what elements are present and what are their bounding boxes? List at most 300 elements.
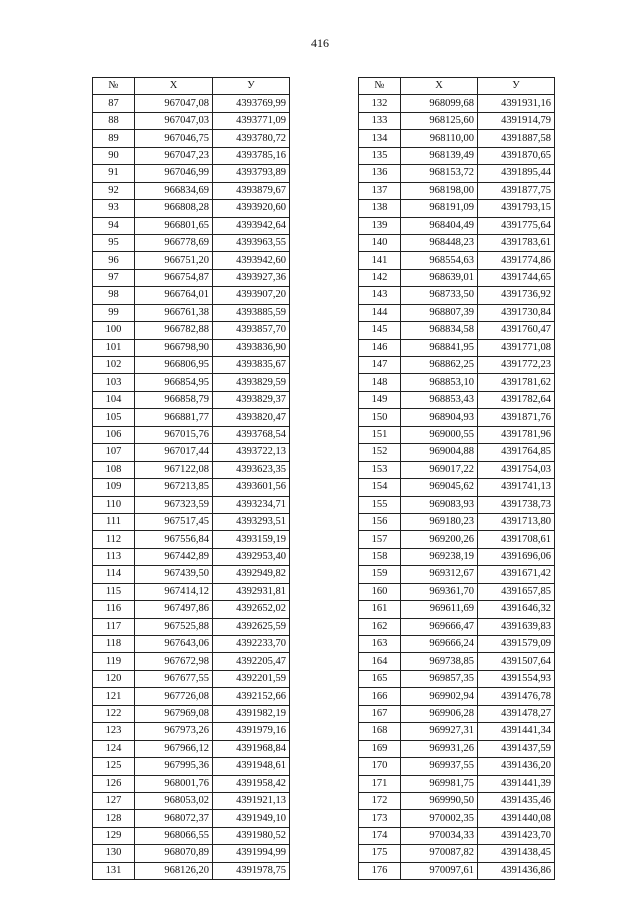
cell-y: 4391436,86 [478, 862, 555, 879]
cell-y: 4393793,89 [213, 165, 290, 182]
cell-number: 166 [359, 688, 401, 705]
cell-x: 967525,88 [135, 618, 213, 635]
cell-x: 968841,95 [401, 339, 478, 356]
cell-y: 4391744,65 [478, 269, 555, 286]
cell-y: 4391554,93 [478, 670, 555, 687]
cell-x: 968853,43 [401, 391, 478, 408]
cell-x: 967046,75 [135, 130, 213, 147]
cell-x: 966764,01 [135, 287, 213, 304]
cell-x: 967677,55 [135, 670, 213, 687]
cell-y: 4392201,59 [213, 670, 290, 687]
cell-number: 104 [93, 391, 135, 408]
cell-x: 967122,08 [135, 461, 213, 478]
cell-y: 4391968,84 [213, 740, 290, 757]
cell-number: 154 [359, 479, 401, 496]
cell-y: 4393722,13 [213, 444, 290, 461]
cell-y: 4391982,19 [213, 705, 290, 722]
cell-y: 4391754,03 [478, 461, 555, 478]
cell-x: 969931,26 [401, 740, 478, 757]
cell-y: 4391887,58 [478, 130, 555, 147]
table-row [359, 357, 555, 374]
cell-y: 4391639,83 [478, 618, 555, 635]
cell-x: 966751,20 [135, 252, 213, 269]
cell-y: 4393769,99 [213, 95, 290, 112]
cell-y: 4391671,42 [478, 566, 555, 583]
table-row [359, 461, 555, 478]
cell-x: 966858,79 [135, 391, 213, 408]
cell-number: 145 [359, 322, 401, 339]
cell-number: 163 [359, 636, 401, 653]
cell-y: 4393623,35 [213, 461, 290, 478]
cell-y: 4391760,47 [478, 322, 555, 339]
table-row [93, 200, 290, 217]
cell-number: 129 [93, 827, 135, 844]
cell-x: 966761,38 [135, 304, 213, 321]
cell-number: 94 [93, 217, 135, 234]
table-row [359, 740, 555, 757]
cell-y: 4391507,64 [478, 653, 555, 670]
table-row [93, 322, 290, 339]
cell-x: 967414,12 [135, 583, 213, 600]
cell-y: 4391657,85 [478, 583, 555, 600]
cell-x: 968404,49 [401, 217, 478, 234]
cell-x: 969004,88 [401, 444, 478, 461]
cell-number: 144 [359, 304, 401, 321]
cell-y: 4393907,20 [213, 287, 290, 304]
table-row [359, 531, 555, 548]
table-body-left [93, 95, 290, 880]
cell-x: 968448,23 [401, 234, 478, 251]
table-row [359, 618, 555, 635]
table-row [93, 95, 290, 112]
cell-x: 968110,00 [401, 130, 478, 147]
cell-number: 173 [359, 810, 401, 827]
table-row [93, 182, 290, 199]
cell-number: 128 [93, 810, 135, 827]
table-row [93, 304, 290, 321]
cell-number: 115 [93, 583, 135, 600]
cell-x: 967213,85 [135, 479, 213, 496]
cell-y: 4393601,56 [213, 479, 290, 496]
cell-x: 966854,95 [135, 374, 213, 391]
cell-x: 968001,76 [135, 775, 213, 792]
cell-x: 968554,63 [401, 252, 478, 269]
cell-number: 170 [359, 758, 401, 775]
cell-x: 967556,84 [135, 531, 213, 548]
cell-x: 967442,89 [135, 548, 213, 565]
cell-number: 172 [359, 792, 401, 809]
cell-number: 149 [359, 391, 401, 408]
cell-y: 4391437,59 [478, 740, 555, 757]
cell-number: 110 [93, 496, 135, 513]
cell-y: 4392205,47 [213, 653, 290, 670]
cell-number: 126 [93, 775, 135, 792]
cell-number: 147 [359, 357, 401, 374]
cell-x: 969927,31 [401, 723, 478, 740]
cell-x: 967046,99 [135, 165, 213, 182]
table-row [93, 618, 290, 635]
cell-y: 4391730,84 [478, 304, 555, 321]
cell-number: 88 [93, 112, 135, 129]
cell-number: 121 [93, 688, 135, 705]
cell-x: 969666,47 [401, 618, 478, 635]
cell-number: 127 [93, 792, 135, 809]
cell-y: 4391979,16 [213, 723, 290, 740]
cell-y: 4392652,02 [213, 601, 290, 618]
table-row [93, 426, 290, 443]
cell-x: 966808,28 [135, 200, 213, 217]
table-row [93, 653, 290, 670]
cell-x: 968053,02 [135, 792, 213, 809]
cell-number: 122 [93, 705, 135, 722]
cell-number: 92 [93, 182, 135, 199]
cell-number: 123 [93, 723, 135, 740]
cell-y: 4393942,60 [213, 252, 290, 269]
cell-number: 151 [359, 426, 401, 443]
cell-x: 966782,88 [135, 322, 213, 339]
table-row [359, 566, 555, 583]
cell-number: 109 [93, 479, 135, 496]
cell-number: 100 [93, 322, 135, 339]
cell-y: 4391579,09 [478, 636, 555, 653]
cell-x: 968126,20 [135, 862, 213, 879]
table-row [359, 653, 555, 670]
cell-y: 4392625,59 [213, 618, 290, 635]
cell-y: 4391771,08 [478, 339, 555, 356]
table-row [359, 287, 555, 304]
cell-x: 968099,68 [401, 95, 478, 112]
cell-number: 150 [359, 409, 401, 426]
cell-number: 138 [359, 200, 401, 217]
cell-y: 4393835,67 [213, 357, 290, 374]
table-row [359, 792, 555, 809]
cell-number: 175 [359, 845, 401, 862]
cell-x: 970034,33 [401, 827, 478, 844]
cell-y: 4391441,39 [478, 775, 555, 792]
cell-y: 4393963,55 [213, 234, 290, 251]
cell-number: 101 [93, 339, 135, 356]
cell-y: 4393820,47 [213, 409, 290, 426]
cell-x: 969312,67 [401, 566, 478, 583]
table-row [93, 845, 290, 862]
table-row [93, 357, 290, 374]
cell-x: 966754,87 [135, 269, 213, 286]
cell-x: 966801,65 [135, 217, 213, 234]
cell-number: 153 [359, 461, 401, 478]
table-row [359, 391, 555, 408]
table-row [93, 217, 290, 234]
cell-x: 968853,10 [401, 374, 478, 391]
table-row [93, 723, 290, 740]
cell-x: 970002,35 [401, 810, 478, 827]
cell-number: 99 [93, 304, 135, 321]
cell-number: 97 [93, 269, 135, 286]
cell-number: 135 [359, 147, 401, 164]
cell-number: 140 [359, 234, 401, 251]
cell-x: 968125,60 [401, 112, 478, 129]
table-row [359, 147, 555, 164]
table-row [359, 322, 555, 339]
column-header-y: У [478, 78, 555, 95]
cell-x: 967726,08 [135, 688, 213, 705]
cell-number: 130 [93, 845, 135, 862]
cell-y: 4391774,86 [478, 252, 555, 269]
cell-x: 968070,89 [135, 845, 213, 862]
table-row [359, 112, 555, 129]
cell-y: 4393829,37 [213, 391, 290, 408]
cell-x: 967969,08 [135, 705, 213, 722]
table-row [359, 217, 555, 234]
coordinates-table-right [358, 77, 555, 880]
cell-x: 968153,72 [401, 165, 478, 182]
table-row [93, 339, 290, 356]
cell-number: 102 [93, 357, 135, 374]
table-row [93, 391, 290, 408]
cell-number: 103 [93, 374, 135, 391]
cell-x: 969990,50 [401, 792, 478, 809]
table-row [93, 513, 290, 530]
table-row [93, 409, 290, 426]
table-row [93, 374, 290, 391]
cell-number: 167 [359, 705, 401, 722]
cell-y: 4391958,42 [213, 775, 290, 792]
table-row [93, 112, 290, 129]
cell-number: 136 [359, 165, 401, 182]
cell-y: 4393879,67 [213, 182, 290, 199]
cell-number: 105 [93, 409, 135, 426]
table-row [359, 496, 555, 513]
cell-x: 968904,93 [401, 409, 478, 426]
cell-x: 966806,95 [135, 357, 213, 374]
cell-number: 116 [93, 601, 135, 618]
coordinates-table-left [92, 77, 290, 880]
cell-x: 970097,61 [401, 862, 478, 879]
cell-y: 4392233,70 [213, 636, 290, 653]
table-row [359, 810, 555, 827]
cell-number: 90 [93, 147, 135, 164]
table-row [359, 670, 555, 687]
table-row [359, 409, 555, 426]
cell-y: 4393768,54 [213, 426, 290, 443]
cell-number: 111 [93, 513, 135, 530]
cell-number: 95 [93, 234, 135, 251]
cell-x: 968072,37 [135, 810, 213, 827]
table-row [359, 601, 555, 618]
cell-x: 967497,86 [135, 601, 213, 618]
cell-x: 967323,59 [135, 496, 213, 513]
cell-x: 968834,58 [401, 322, 478, 339]
cell-y: 4391782,64 [478, 391, 555, 408]
cell-number: 155 [359, 496, 401, 513]
cell-number: 157 [359, 531, 401, 548]
table-row [359, 95, 555, 112]
table-row [359, 862, 555, 879]
table-row [93, 496, 290, 513]
cell-number: 174 [359, 827, 401, 844]
cell-number: 161 [359, 601, 401, 618]
cell-x: 966834,69 [135, 182, 213, 199]
cell-number: 143 [359, 287, 401, 304]
cell-x: 969906,28 [401, 705, 478, 722]
cell-number: 133 [359, 112, 401, 129]
cell-x: 969361,70 [401, 583, 478, 600]
table-row [93, 147, 290, 164]
cell-x: 970087,82 [401, 845, 478, 862]
cell-y: 4391775,64 [478, 217, 555, 234]
cell-x: 969902,94 [401, 688, 478, 705]
cell-y: 4391478,27 [478, 705, 555, 722]
cell-number: 139 [359, 217, 401, 234]
cell-number: 112 [93, 531, 135, 548]
cell-number: 132 [359, 95, 401, 112]
cell-x: 969180,23 [401, 513, 478, 530]
table-row [359, 182, 555, 199]
cell-y: 4391696,06 [478, 548, 555, 565]
cell-x: 967047,08 [135, 95, 213, 112]
table-row [359, 374, 555, 391]
cell-y: 4391646,32 [478, 601, 555, 618]
cell-number: 162 [359, 618, 401, 635]
cell-x: 969017,22 [401, 461, 478, 478]
table-row [93, 758, 290, 775]
table-row [359, 583, 555, 600]
cell-x: 967047,23 [135, 147, 213, 164]
table-header-row [93, 78, 290, 95]
cell-y: 4391978,75 [213, 862, 290, 879]
cell-number: 106 [93, 426, 135, 443]
cell-x: 967017,44 [135, 444, 213, 461]
cell-y: 4393234,71 [213, 496, 290, 513]
cell-number: 137 [359, 182, 401, 199]
table-row [93, 670, 290, 687]
cell-number: 141 [359, 252, 401, 269]
table-body-right [359, 95, 555, 880]
cell-y: 4391764,85 [478, 444, 555, 461]
table-row [359, 200, 555, 217]
cell-x: 967966,12 [135, 740, 213, 757]
cell-y: 4391877,75 [478, 182, 555, 199]
cell-y: 4393293,51 [213, 513, 290, 530]
table-row [93, 269, 290, 286]
cell-y: 4393857,70 [213, 322, 290, 339]
cell-number: 165 [359, 670, 401, 687]
table-row [359, 304, 555, 321]
table-row [359, 479, 555, 496]
column-header-x: X [401, 78, 478, 95]
table-row [359, 444, 555, 461]
table-row [359, 705, 555, 722]
cell-y: 4391441,34 [478, 723, 555, 740]
table-row [359, 130, 555, 147]
cell-number: 87 [93, 95, 135, 112]
cell-x: 968198,00 [401, 182, 478, 199]
cell-y: 4391781,96 [478, 426, 555, 443]
cell-y: 4391948,61 [213, 758, 290, 775]
table-row [93, 601, 290, 618]
cell-y: 4393836,90 [213, 339, 290, 356]
table-row [93, 583, 290, 600]
table-row [359, 513, 555, 530]
table-row [359, 758, 555, 775]
cell-number: 171 [359, 775, 401, 792]
cell-number: 124 [93, 740, 135, 757]
cell-number: 156 [359, 513, 401, 530]
cell-number: 159 [359, 566, 401, 583]
table-row [93, 287, 290, 304]
cell-x: 968191,09 [401, 200, 478, 217]
cell-x: 967015,76 [135, 426, 213, 443]
cell-y: 4391736,92 [478, 287, 555, 304]
cell-number: 134 [359, 130, 401, 147]
cell-x: 966881,77 [135, 409, 213, 426]
cell-x: 968862,25 [401, 357, 478, 374]
cell-number: 114 [93, 566, 135, 583]
cell-y: 4393771,09 [213, 112, 290, 129]
cell-x: 969611,69 [401, 601, 478, 618]
cell-y: 4391438,45 [478, 845, 555, 862]
table-row [93, 461, 290, 478]
column-header-number: № [93, 78, 135, 95]
cell-y: 4393885,59 [213, 304, 290, 321]
table-row [359, 252, 555, 269]
cell-number: 158 [359, 548, 401, 565]
cell-number: 113 [93, 548, 135, 565]
cell-y: 4393829,59 [213, 374, 290, 391]
cell-number: 168 [359, 723, 401, 740]
cell-y: 4393785,16 [213, 147, 290, 164]
cell-x: 969857,35 [401, 670, 478, 687]
table-row [93, 862, 290, 879]
table-row [359, 234, 555, 251]
table-row [359, 269, 555, 286]
table-row [93, 252, 290, 269]
cell-x: 967643,06 [135, 636, 213, 653]
table-row [359, 339, 555, 356]
cell-y: 4391423,70 [478, 827, 555, 844]
table-row [93, 792, 290, 809]
table-row [93, 740, 290, 757]
cell-number: 125 [93, 758, 135, 775]
cell-y: 4392953,40 [213, 548, 290, 565]
column-header-y: У [213, 78, 290, 95]
cell-x: 969200,26 [401, 531, 478, 548]
table-row [93, 130, 290, 147]
cell-y: 4391793,15 [478, 200, 555, 217]
cell-number: 146 [359, 339, 401, 356]
cell-x: 966778,69 [135, 234, 213, 251]
cell-x: 969738,85 [401, 653, 478, 670]
cell-y: 4393159,19 [213, 531, 290, 548]
cell-number: 119 [93, 653, 135, 670]
table-row [93, 688, 290, 705]
cell-x: 968639,01 [401, 269, 478, 286]
table-row [359, 688, 555, 705]
cell-number: 91 [93, 165, 135, 182]
cell-y: 4391994,99 [213, 845, 290, 862]
cell-y: 4393780,72 [213, 130, 290, 147]
cell-y: 4393927,36 [213, 269, 290, 286]
table-row [93, 234, 290, 251]
cell-number: 108 [93, 461, 135, 478]
table-row [359, 723, 555, 740]
cell-y: 4391708,61 [478, 531, 555, 548]
cell-x: 969000,55 [401, 426, 478, 443]
cell-x: 968733,50 [401, 287, 478, 304]
cell-number: 142 [359, 269, 401, 286]
cell-x: 969045,62 [401, 479, 478, 496]
cell-y: 4391980,52 [213, 827, 290, 844]
cell-x: 969937,55 [401, 758, 478, 775]
